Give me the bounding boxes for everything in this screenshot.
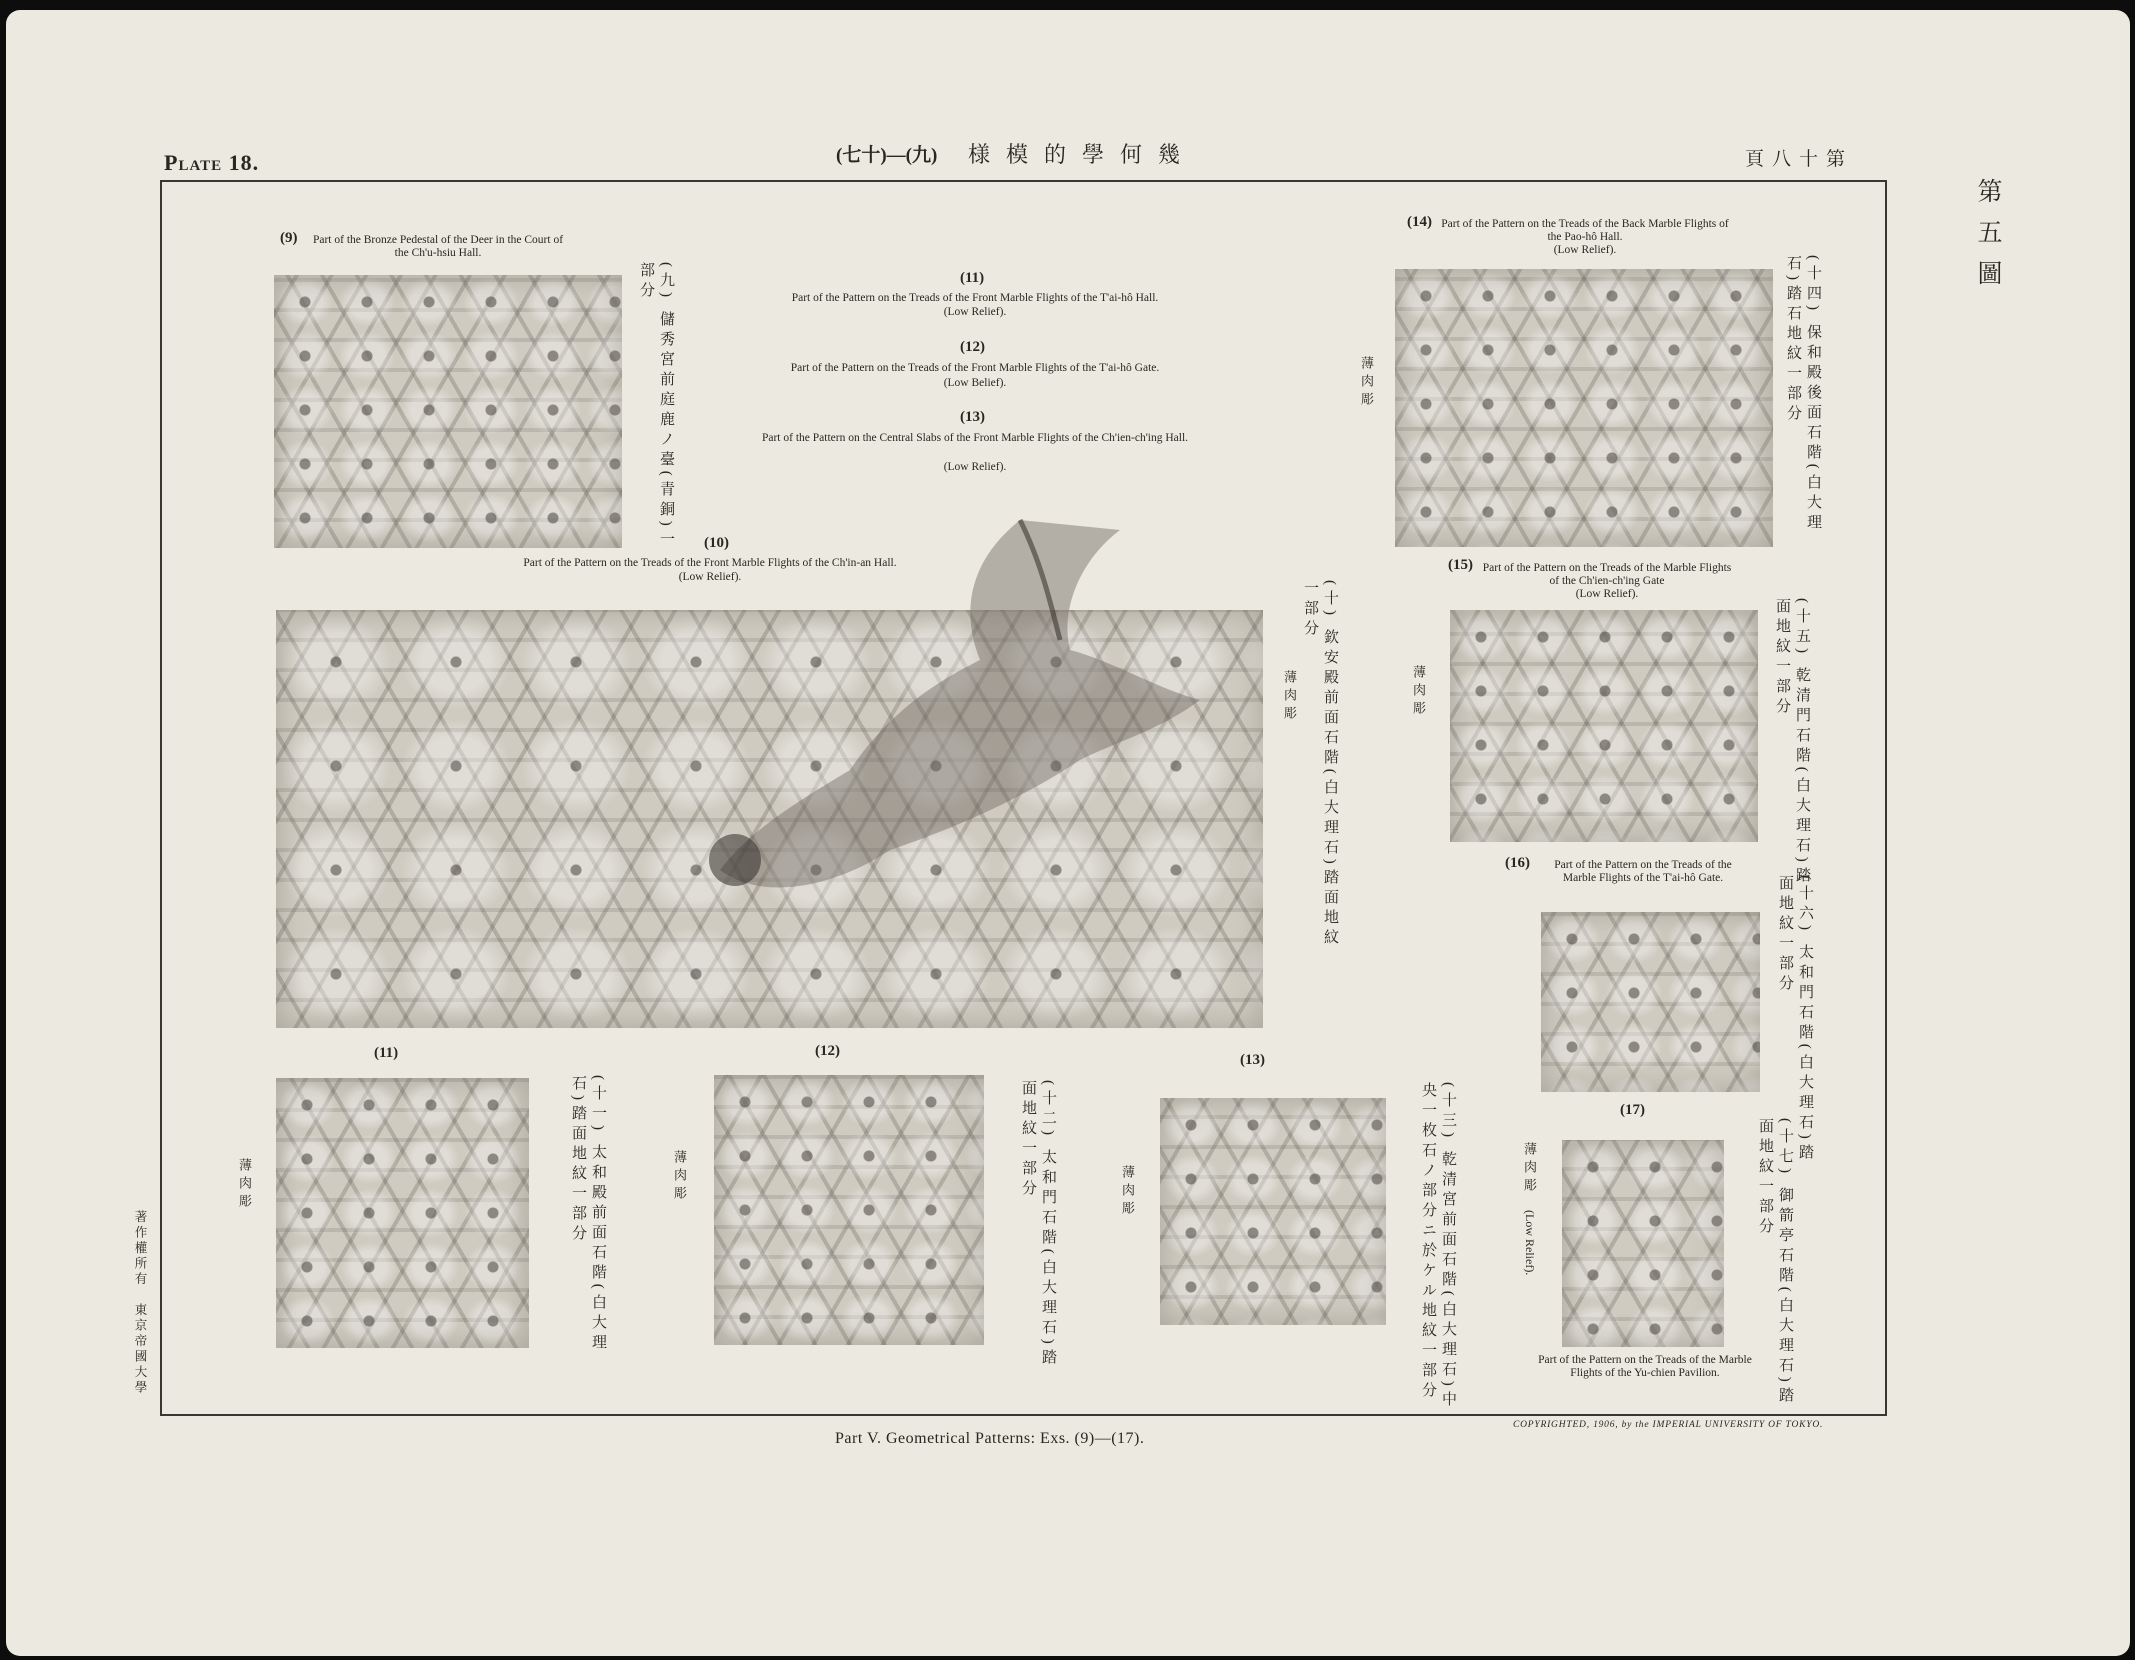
- fig14-number: (14): [1407, 214, 1432, 230]
- fig13-caption-cn: (十三) 乾清宮前面石階(白大理石)中央一枚石ノ部分ニ於ケル地紋一部分: [1420, 1082, 1456, 1411]
- fig10-number: (10): [704, 535, 729, 551]
- fig15-photo: [1450, 610, 1758, 842]
- caption-block-11-text: Part of the Pattern on the Treads of the Front Marble Flights of the T'ai-hô Hall.: [791, 292, 1159, 304]
- fig15-caption: Part of the Pattern on the Treads of the Marble Flights of the Ch'ien-ch'ing Gate: [1482, 562, 1732, 587]
- fig13-relief-cn: 薄肉彫: [1120, 1165, 1135, 1219]
- fig15-number: (15): [1448, 557, 1473, 573]
- fig15-relief: (Low Relief).: [1575, 588, 1639, 600]
- fig14-caption: Part of the Pattern on the Treads of the Back Marble Flights of the Pao-hô Hall.: [1441, 218, 1729, 243]
- fig11-photo: [276, 1078, 529, 1348]
- fig17-caption-cn: (十七) 御箭亭石階(白大理石)踏面地紋一部分: [1757, 1118, 1793, 1407]
- fig16-number: (16): [1505, 855, 1530, 871]
- fig14-caption-cn: (十四) 保和殿後面石階(白大理石)踏石地紋一部分: [1785, 255, 1821, 534]
- footer-copyright: COPYRIGHTED, 1906, by the IMPERIAL UNIVERSITY OF TOKYO.: [1513, 1420, 1824, 1430]
- fig16-caption: Part of the Pattern on the Treads of the Marble Flights of the T'ai-hô Gate.: [1554, 859, 1732, 884]
- fig10-dragon-relief: [640, 500, 1280, 1020]
- fig11-relief-cn: 薄肉彫: [237, 1158, 252, 1212]
- fig17-relief: (Low Relief).: [1523, 1210, 1537, 1276]
- figure-label-cn: 第五圖: [1974, 178, 2001, 301]
- caption-block-11-relief: (Low Relief).: [943, 306, 1007, 318]
- caption-block-13-number: (13): [960, 409, 985, 425]
- fig12-photo: [714, 1075, 984, 1345]
- footer-part-title: Part V. Geometrical Patterns: Exs. (9)—(17).: [835, 1430, 1145, 1447]
- caption-block-12-text: Part of the Pattern on the Treads of the Front Marble Flights of the T'ai-hô Gate.: [790, 362, 1160, 374]
- fig17-photo: [1562, 1140, 1724, 1347]
- caption-block-13-relief: (Low Relief).: [943, 461, 1007, 473]
- caption-block-11-number: (11): [960, 270, 985, 286]
- fig11-number: (11): [374, 1045, 399, 1061]
- caption-block-12-relief: (Low Belief).: [943, 377, 1007, 389]
- fig12-number: (12): [815, 1043, 840, 1059]
- fig12-caption-cn: (十二) 太和門石階(白大理石)踏面地紋一部分: [1020, 1080, 1056, 1369]
- fig10-relief: (Low Relief).: [678, 571, 742, 583]
- fig17-caption: Part of the Pattern on the Treads of the Marble Flights of the Yu-chien Pavilion.: [1538, 1354, 1752, 1379]
- fig13-number: (13): [1240, 1052, 1265, 1068]
- plate-number-cn: (七十)—(九): [836, 145, 938, 166]
- copyright-note-cn: 著作權所有 東京帝國大學: [133, 1210, 147, 1396]
- fig14-photo: [1395, 269, 1773, 547]
- fig12-relief-cn: 薄肉彫: [672, 1150, 687, 1204]
- fig10-relief-cn: 薄肉彫: [1282, 670, 1297, 724]
- fig17-number: (17): [1620, 1102, 1645, 1118]
- fig14-relief-cn: 薄肉彫: [1359, 356, 1374, 410]
- fig9-photo: [274, 275, 622, 548]
- fig15-relief-cn: 薄肉彫: [1411, 665, 1426, 719]
- fig13-photo: [1160, 1098, 1386, 1325]
- fig11-caption-cn: (十一) 太和殿前面石階(白大理石)踏面地紋一部分: [570, 1075, 606, 1354]
- caption-block-13-text: Part of the Pattern on the Central Slabs of the Front Marble Flights of the Ch'ien-ch'ing Hall.: [761, 432, 1189, 444]
- page-number-cn: 頁八十第: [1745, 149, 1854, 170]
- plate-title-cn: 様模的學何幾: [968, 142, 1197, 167]
- caption-block-12-number: (12): [960, 339, 985, 355]
- fig9-caption: Part of the Bronze Pedestal of the Deer in the Court of the Ch'u-hsiu Hall.: [312, 234, 564, 259]
- fig14-relief: (Low Relief).: [1553, 244, 1617, 256]
- fig10-caption-cn: (十) 欽安殿前面石階(白大理石)踏面地紋一部分: [1302, 580, 1338, 949]
- fig9-caption-cn: (九) 儲秀宮前庭鹿ノ臺(青銅)一部分: [638, 262, 674, 551]
- fig10-caption: Part of the Pattern on the Treads of the Front Marble Flights of the Ch'in-an Hall.: [523, 557, 897, 569]
- fig16-caption-cn: (十六) 太和門石階(白大理石)踏面地紋一部分: [1777, 875, 1813, 1164]
- plate-label: Plate 18.: [164, 150, 260, 175]
- fig16-photo: [1541, 912, 1760, 1092]
- fig9-number: (9): [280, 230, 298, 246]
- fig15-caption-cn: (十五) 乾清門石階(白大理石)踏面地紋一部分: [1774, 598, 1810, 887]
- fig17-relief-cn: 薄肉彫: [1522, 1142, 1537, 1196]
